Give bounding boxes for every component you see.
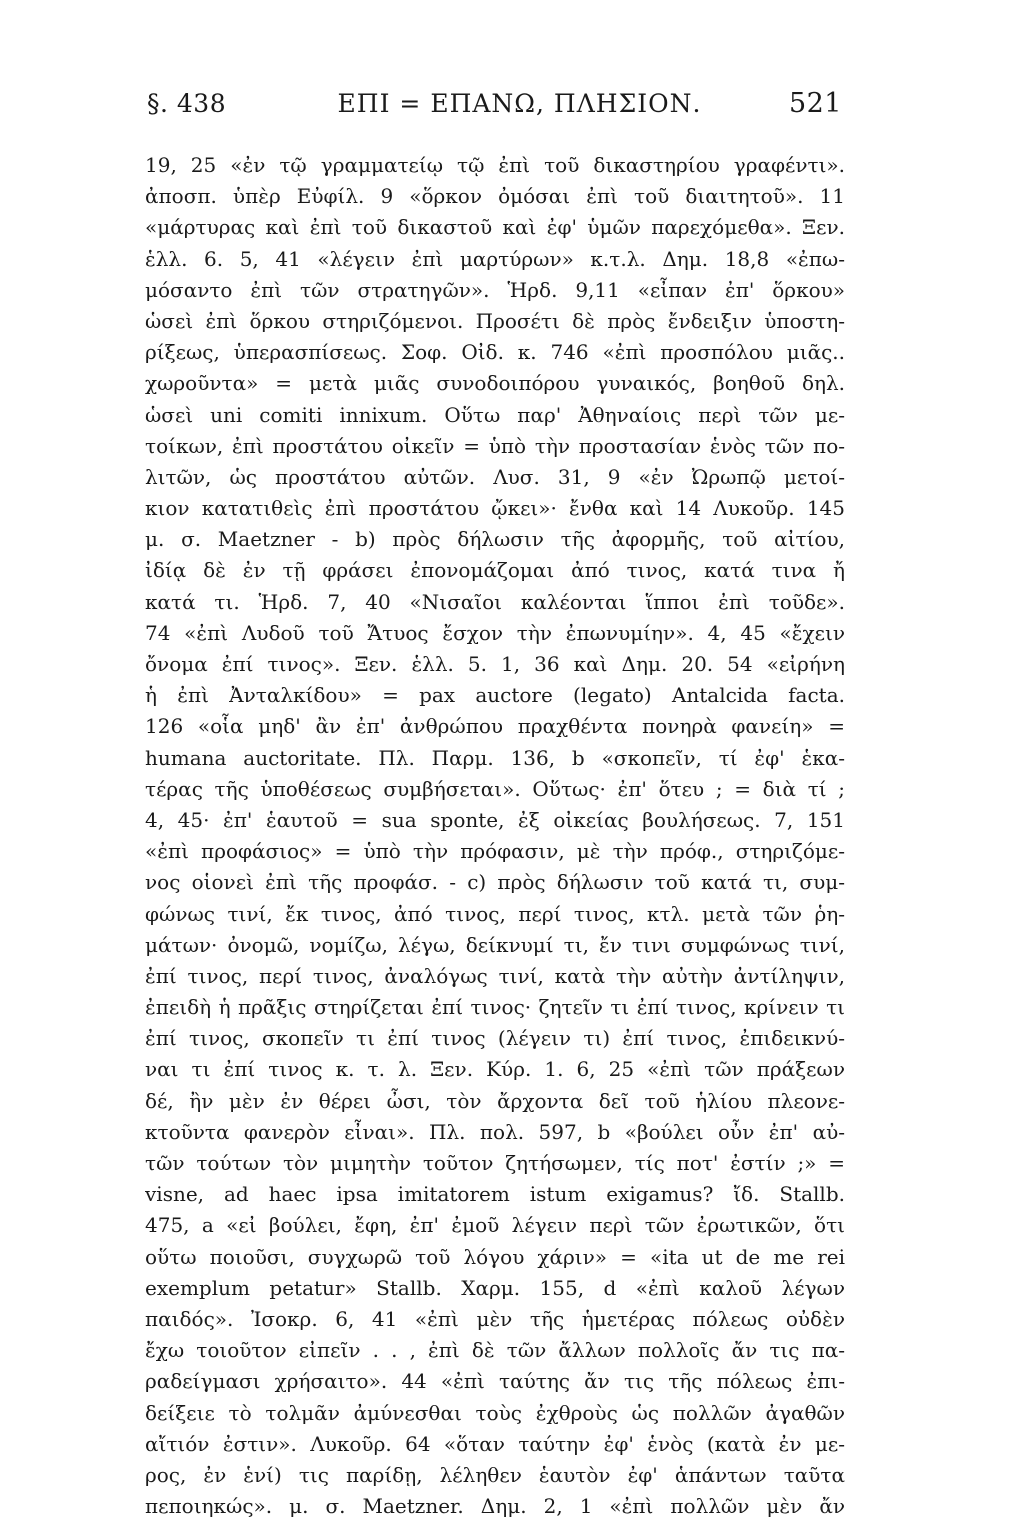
text-line: οὕτω ποιοῦσι, συγχωρῶ τοῦ λόγου χάριν» = «ita ut de me rei: [145, 1244, 845, 1269]
text-line: λιτῶν, ὡς προστάτου αὐτῶν. Λυσ. 31, 9 «ἐν Ὠρωπῷ μετοί-: [145, 464, 845, 489]
text-line: μάτων· ὀνομῶ, νομίζω, λέγω, δείκνυμί τι, ἔν τινι συμφώνως τινί,: [145, 932, 845, 957]
text-line: 19, 25 «ἐν τῷ γραμματείῳ τῷ ἐπὶ τοῦ δικαστηρίου γραφέντι».: [145, 153, 845, 177]
text-line: δείξειε τὸ τολμᾶν ἀμύνεσθαι τοὺς ἐχθροὺς ὡς πολλῶν ἀγαθῶν: [145, 1400, 845, 1425]
text-line: παιδός». Ἰσοκρ. 6, 41 «ἐπὶ μὲν τῆς ἡμετέρας πόλεως οὐδὲν: [145, 1306, 845, 1331]
text-line: ναι τι ἐπί τινος κ. τ. λ. Ξεν. Κύρ. 1. 6, 25 «ἐπὶ τῶν πράξεων: [145, 1057, 845, 1082]
text-line: ρίξεως, ὑπερασπίσεως. Σοφ. Οἰδ. κ. 746 «ἐπὶ προσπόλου μιᾶς..: [145, 340, 845, 365]
text-line: ἐπί τινος, περί τινος, ἀναλόγως τινί, κατὰ τὴν αὐτὴν ἀντίληψιν,: [145, 963, 845, 988]
text-line: ἰδίᾳ δὲ ἐν τῇ φράσει ἐπονομάζομαι ἀπό τινος, κατά τινα ἤ: [145, 558, 845, 583]
text-line: φώνως τινί, ἔκ τινος, ἀπό τινος, περί τινος, κτλ. μετὰ τῶν ῥη-: [145, 901, 845, 926]
section-number: §. 438: [147, 89, 227, 118]
text-line: τέρας τῆς ὑποθέσεως συμβήσεται». Οὕτως· ἐπ' ὅτευ ; = διὰ τί ;: [145, 776, 845, 801]
text-line: ἐπί τινος, σκοπεῖν τι ἐπί τινος (λέγειν τι) ἐπί τινος, ἐπιδεικνύ-: [145, 1026, 845, 1051]
text-line: τοίκων, ἐπὶ προστάτου οἰκεῖν = ὑπὸ τὴν προστασίαν ἑνὸς τῶν πο-: [145, 433, 845, 458]
text-line: μόσαντο ἐπὶ τῶν στρατηγῶν». Ἡρδ. 9,11 «εἶπαν ἐπ' ὅρκου»: [145, 277, 845, 302]
text-line: 4, 45· ἐπ' ἑαυτοῦ = sua sponte, ἐξ οἰκείας βουλήσεως. 7, 151: [145, 807, 845, 832]
text-line: ρος, ἐν ἑνί) τις παρίδῃ, λέληθεν ἑαυτὸν ἐφ' ἁπάντων ταῦτα: [145, 1462, 845, 1487]
text-line: τῶν τούτων τὸν μιμητὴν τοῦτον ζητήσωμεν, τίς ποτ' ἐστίν ;» =: [145, 1151, 845, 1175]
text-line: χωροῦντα» = μετὰ μιᾶς συνοδοιπόρου γυναικός, βοηθοῦ δηλ.: [145, 371, 845, 396]
text-line: μ. σ. Maetzner - b) πρὸς δήλωσιν τῆς ἀφορμῆς, τοῦ αἰτίου,: [145, 527, 845, 552]
text-line: πεποιηκώς». μ. σ. Maetzner. Δημ. 2, 1 «ἐπὶ πολλῶν μὲν ἄν: [145, 1494, 845, 1519]
text-line: κατά τι. Ἡρδ. 7, 40 «Νισαῖοι καλέονται ἵπποι ἐπὶ τοῦδε».: [145, 589, 845, 614]
main-text-block: [145, 150, 845, 1522]
text-line: νος οἱονεὶ ἐπὶ τῆς προφάσ. - c) πρὸς δήλωσιν τοῦ κατά τι, συμ-: [145, 870, 845, 895]
running-header: [147, 88, 842, 128]
text-line: ὡσεὶ ἐπὶ ὅρκου στηριζόμενοι. Προσέτι δὲ πρὸς ἔνδειξιν ὑποστη-: [145, 308, 845, 333]
text-line: ραδείγμασι χρήσαιτο». 44 «ἐπὶ ταύτης ἄν τις τῆς πόλεως ἐπι-: [145, 1369, 845, 1394]
text-line: exemplum petatur» Stallb. Χαρμ. 155, d «ἐπὶ καλοῦ λέγων: [145, 1275, 845, 1300]
text-line: «μάρτυρας καὶ ἐπὶ τοῦ δικαστοῦ καὶ ἐφ' ὑμῶν παρεχόμεθα». Ξεν.: [145, 215, 845, 240]
text-line: κιον κατατιθεὶς ἐπὶ προστάτου ᾤκει»· ἔνθα καὶ 14 Λυκοῦρ. 145: [145, 496, 845, 521]
text-line: 74 «ἐπὶ Λυδοῦ τοῦ Ἄτυος ἔσχον τὴν ἐπωνυμίην». 4, 45 «ἔχειν: [145, 620, 845, 645]
text-line: visne, ad haec ipsa imitatorem istum exigamus? ἴδ. Stallb.: [145, 1182, 845, 1207]
text-line: 475, a «εἰ βούλει, ἔφη, ἐπ' ἐμοῦ λέγειν περὶ τῶν ἐρωτικῶν, ὅτι: [145, 1213, 845, 1238]
text-line: «ἐπὶ προφάσιος» = ὑπὸ τὴν πρόφασιν, μὲ τὴν πρόφ., στηριζόμε-: [145, 839, 845, 864]
text-line: ἀποσπ. ὑπὲρ Εὐφίλ. 9 «ὅρκον ὀμόσαι ἐπὶ τοῦ διαιτητοῦ». 11: [145, 184, 845, 209]
text-line: humana auctoritate. Πλ. Παρμ. 136, b «σκοπεῖν, τί ἐφ' ἑκα-: [145, 745, 845, 770]
text-line: κτοῦντα φανερὸν εἶναι». Πλ. πολ. 597, b «βούλει οὖν ἐπ' αὐ-: [145, 1119, 845, 1144]
text-line: ἔχω τοιοῦτον εἰπεῖν . . , ἐπὶ δὲ τῶν ἄλλων πολλοῖς ἄν τις πα-: [145, 1338, 845, 1363]
page-number: 521: [788, 88, 842, 119]
text-line: ὄνομα ἐπί τινος». Ξεν. ἑλλ. 5. 1, 36 καὶ Δημ. 20. 54 «εἰρήνη: [145, 652, 845, 676]
text-line: ἑλλ. 6. 5, 41 «λέγειν ἐπὶ μαρτύρων» κ.τ.λ. Δημ. 18,8 «ἐπω-: [145, 246, 845, 271]
text-line: ἡ ἐπὶ Ἀνταλκίδου» = pax auctore (legato) Antalcida facta.: [145, 683, 845, 708]
text-line: ὡσεὶ uni comiti innixum. Οὕτω παρ' Ἀθηναίοις περὶ τῶν με-: [145, 402, 845, 427]
running-title: ΕΠΙ = ΕΠΑΝΩ, ΠΛΗΣΙΟΝ.: [337, 89, 702, 118]
text-line: 126 «οἷα μηδ' ἂν ἐπ' ἀνθρώπου πραχθέντα πονηρὰ φανείη» =: [145, 714, 845, 739]
text-line: δέ, ἢν μὲν ἐν θέρει ὦσι, τὸν ἄρχοντα δεῖ τοῦ ἡλίου πλεονε-: [145, 1088, 845, 1113]
text-line: αἴτιόν ἐστιν». Λυκοῦρ. 64 «ὅταν ταύτην ἐφ' ἑνὸς (κατὰ ἐν με-: [145, 1431, 845, 1456]
text-line: ἐπειδὴ ἡ πρᾶξις στηρίζεται ἐπί τινος· ζητεῖν τι ἐπί τινος, κρίνειν τι: [145, 995, 845, 1020]
